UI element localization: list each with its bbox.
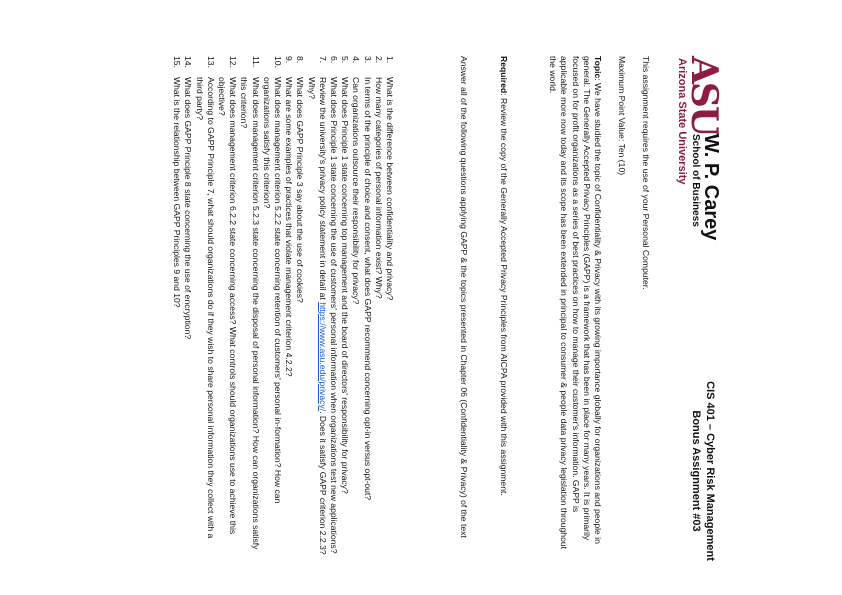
list-item: 9. What are some examples of practices that violate management criterion 4.2.2? (284, 56, 295, 377)
list-item: 13. According to GAPP Principle 7, what should organizations do if they wish to share personal information they collect with a third party? (194, 56, 216, 539)
list-item: 3. In terms of the principle of choice and consent, what does GAPP recommend concerning opt-in versus opt-out? (362, 56, 373, 501)
topic-paragraph (547, 56, 603, 551)
list-item: 14. What does GAPP Principle 8 state concerning the use of encryption? (183, 56, 194, 340)
list-item: 8. What does GAPP Principle 3 say about the use of cookies? (295, 56, 306, 303)
list-item: 5. What does Principle 1 state concerning top management and the board of directors' responsibility for privacy? (340, 56, 351, 494)
list-item: 11. What does management criterion 5.2.3 state concerning the disposal of personal information? How can organizations satisfy this criterion? (239, 56, 261, 550)
list-item: 15. What is the relationship between GAPP Principles 9 and 10? (172, 56, 183, 308)
topic-text: : We have studied the topic of Confidentiality & Privacy with its growing importance globally for organizations and people in general. The Generally Accepted Privacy Principles (GAPP) is a framework that has been in place for many years. It is primarily focused on for profit organizations as a series of best practices on how to manage their customer's information. GAPP is applicable more now today and its scope has been extended in principal to consumer & people data privacy legislation throughout the world. (548, 56, 603, 550)
answer-instructions: Answer all of the following questions applying GAPP & the topics presented in Chapter 06 (Confidentiality & Privacy) of the text (459, 56, 469, 538)
computer-note: This assignment requires the use of your Personal Computer. (641, 56, 651, 290)
required-text: : Review the copy of the Generally Accepted Privacy Principles from AICPA provided with this assignment. (499, 93, 509, 496)
topic-label: Topic (593, 56, 603, 79)
course-title: CIS 401 – Cyber Risk Management (704, 381, 716, 561)
list-item: 6. What does Principle 1 state concerning the use of customers' personal information when organizations test new applications? (328, 56, 339, 554)
required-paragraph (498, 56, 509, 551)
document-title-block (689, 376, 717, 566)
school-of-business: School of Business (690, 134, 701, 227)
max-points: Maximum Point Value: Ten (10) (617, 56, 627, 176)
document-page (81, 56, 725, 561)
privacy-policy-link[interactable]: https://www.asu.edu/privacy/ (317, 302, 328, 412)
list-item: 7. Review the university's privacy policy statement in detail at https://www.asu.edu/privacy/. Does it satisfy GAPP criterion 2.2.3? Why? (306, 56, 328, 555)
wp-carey-name: W. P. Carey (700, 134, 722, 241)
list-item: 10. What does management criterion 5.2.2 state concerning retention of customers' personal in-formation? How can organizations satisfy this criterion? (261, 56, 283, 504)
list-item: 12. What does management criterion 6.2.2 state concerning access? What controls should organizations use to achieve this objective? (216, 56, 239, 535)
asu-wpcarey-logo (673, 56, 725, 386)
list-item: 4. Can organizations outsource their responsibility for privacy? (351, 56, 362, 305)
assignment-title: Bonus Assignment #03 (690, 410, 702, 532)
required-label: Required (499, 56, 509, 94)
list-item: 1. What is the difference between confidentiality and privacy? (385, 56, 395, 301)
questions-list (171, 56, 395, 556)
asu-logo-mark: ASU (683, 56, 725, 136)
asu-name: Arizona State University (676, 58, 688, 185)
list-item: 2. How many categories of personal information exist? Why? (373, 56, 384, 299)
